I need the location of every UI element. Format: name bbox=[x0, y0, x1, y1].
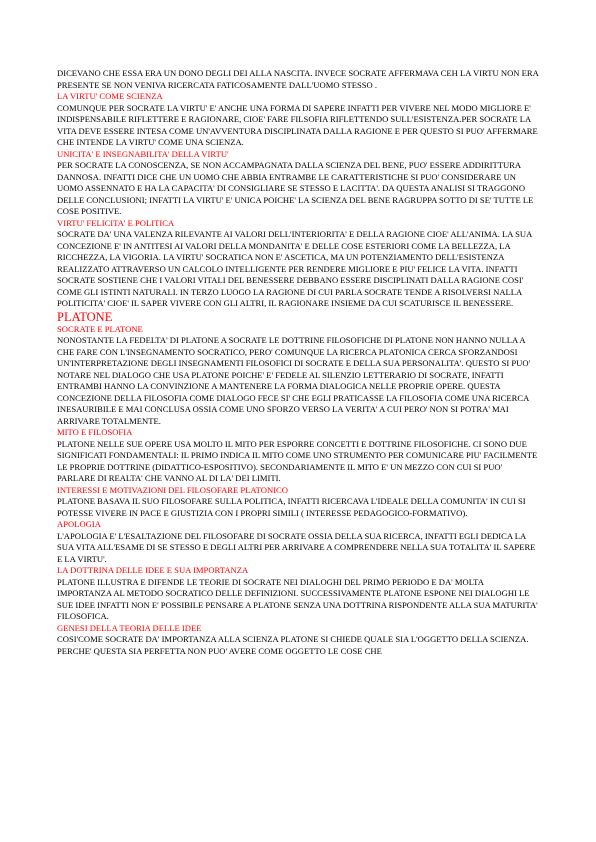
section-text-felicita-politica: SOCRATE DA' UNA VALENZA RILEVANTE AI VALORI DELL'INTERIORITA' E DELLA RAGIONE CIOE' ALL'ANIMA. LA SUA CONCEZIONE E' IN ANTITESI AI VALORI DELLA MONDANITA' E DELLE COSE ESTERIORI COME LA BELLEZZA, LA RICCHEZZA, LA VIGORIA. LA VIRTU' SOCRATICA NON E' ASCETICA, MA UN POTENZIAMENTO DELL'ESISTENZA REALIZZATO ATTRAVERSO UN CALCOLO INTELLIGENTE PER RENDERE MIGLIORE E PIU' FELICE LA VITA. INFATTI SOCRATE SOSTIENE CHE I VALORI VITALI DEL BENESSERE DEBBANO ESSERE DISCIPLINATI DALLA RAGIONE COSI' COME GLI ISTINTI NATURALI. IN TERZO LUOGO LA RAGIONE DI CUI PARLA SOCRATE TENDE A RISOLVERSI NALLA POLITICITA' CIOE' IL SAPER VIVERE CON GLI ALTRI, IL RAGIONARE INSIEME DA CUI SCATURISCE IL BENESSERE. bbox=[57, 229, 532, 308]
section-heading-interessi: INTERESSI E MOTIVAZIONI DEL FILOSOFARE PLATONICO bbox=[57, 484, 288, 495]
section-heading-apologia: APOLOGIA bbox=[57, 519, 101, 529]
section-heading-virtu-scienza: LA VIRTU' COME SCIENZA bbox=[57, 91, 163, 101]
intro-paragraph: DICEVANO CHE ESSA ERA UN DONO DEGLI DEI ALLA NASCITA. INVECE SOCRATE AFFERMAVA CEH LA VIRTU NON ERA PRESENTE SE NON VENIVA RICERCATA FATICOSAMENTE DALL'UOMO STESSO . bbox=[57, 68, 539, 90]
section-heading-socrate-platone: SOCRATE E PLATONE bbox=[57, 323, 143, 334]
section-text-socrate-platone: NONOSTANTE LA FEDELTA' DI PLATONE A SOCRATE LE DOTTRINE FILOSOFICHE DI PLATONE NON HANNO NULLA A CHE FARE CON L'INSEGNAMENTO SOCRATICO, PERO' COMUNQUE LA RICERCA PLATONICA CERCA SFORZANDOSI UN'INTERPRETAZIONE DEGLI INSEGNAMENTI FILOSOFICI DI SOCRATE E DELLA SUA PERSONALITA'. QUESTO SI PUO' NOTARE NEL DIALOGO CHE USA PLATONE POICHE' E' FEDELE AL SILENZIO LETTERARIO DI SOCRATE, INFATTI ENTRAMBI HANNO LA CONVINZIONE A MANTENERE LA FORMA DIALOGICA NELLE PROPRIE OPERE. QUESTA CONCEZIONE DELLA FILOSOFIA COME DIALOGO FECE SI' CHE EGLI PRATICASSE LA FILOSOFIA COME UNA RICERCA INESAURIBILE E MAI CONCLUSA OSSIA COME UNO SFORZO VERSO LA VERITA' A CUI PERO' NON SI POTRA' MAI ARRIVARE TOTALMENTE. bbox=[57, 335, 531, 426]
section-heading-genesi-teoria: GENESI DELLA TEORIA DELLE IDEE bbox=[57, 622, 202, 633]
section-text-unicita: PER SOCRATE LA CONOSCENZA, SE NON ACCAMPAGNATA DALLA SCIENZA DEL BENE, PUO' ESSERE ADDIRITTURA DANNOSA. INFATTI DICE CHE UN UOMO CHE ABBIA ENTRAMBE LE CARATTERISTICHE SI PUO' CONSIDERARE UN UOMO ASSENNATO E HA LA CAPACITA' DI CONSIGLIARE SE STESSO E LACITTA'. DA QUESTA ANALISI SI TRAGGONO DELLE CONCLUSIONI; INFATTI LA VIRTU' E' UNICA POICHE' LA SCIENZA DEL BENE RAGRUPPA SOTTO DI SE' TUTTE LE COSE POSITIVE. bbox=[57, 160, 534, 216]
section-text-dottrina-idee: PLATONE ILLUSTRA E DIFENDE LE TEORIE DI SOCRATE NEI DIALOGHI DEL PRIMO PERIODO E DA' MOLTA IMPORTANZA AL METODO SOCRATICO DELLE DEFINIZIONI. SUCCESSIVAMENTE PLATONE ESPONE NEI DIALOGHI LE SUE IDEE INFATTI NON E' POSSIBILE PENSARE A PLATONE SENZA UNA DOTTRINA RISPONDENTE ALLA SUA MATURITA' FILOSOFICA. bbox=[57, 576, 538, 621]
section-text-genesi-teoria: COSI'COME SOCRATE DA' IMPORTANZA ALLA SCIENZA PLATONE SI CHIEDE QUALE SIA L'OGGETTO DELLA SCIENZA. PERCHE' QUESTA SIA PERFETTA NON PUO' AVERE COME OGGETTO LE COSE CHE bbox=[57, 634, 529, 656]
section-text-mito-filosofia: PLATONE NELLE SUE OPERE USA MOLTO IL MITO PER ESPORRE CONCETTI E DOTTRINE FILOSOFICHE. CI SONO DUE SIGNIFICATI FONDAMENTALI: IL PRIMO INDICA IL MITO COME UNO STRUMENTO PER COMUNICARE PIU' FACILMENTE LE PROPRIE DOTTRINE (DIDATTICO-ESPOSITIVO). SECONDARIAMENTE IL MITO E' UN MEZZO CON CUI SI PUO' PARLARE DI REALTA' CHE VANNO AL DI LA' DEI LIMITI. bbox=[57, 438, 538, 483]
major-heading-platone: PLATONE bbox=[57, 309, 113, 324]
section-text-interessi: PLATONE BASAVA IL SUO FILOSOFARE SULLA POLITICA, INFATTI RICERCAVA L'IDEALE DELLA COMUNITA' IN CUI SI POTESSE VIVERE IN PACE E GIUSTIZIA CON I PROPRI SIMILI ( INTERESSE PEDAGOGICO-FORMATIVO). bbox=[57, 496, 526, 518]
section-heading-felicita-politica: VIRTU' FELICITA' E POLITICA bbox=[57, 217, 175, 228]
section-text-virtu-scienza: COMUNQUE PER SOCRATE LA VIRTU' E' ANCHE UNA FORMA DI SAPERE INFATTI PER VIVERE NEL MODO MIGLIORE E' INDISPENSABILE RIFLETTERE E RAGIONARE, CIOE' FARE FILSOFIA RIFLETTENDO SULL'ESISTENZA.PER SOCRATE LA VITA DEVE ESSERE INTESA COME UN'AVVENTURA DISCIPLINATA DALLA RAGIONE E PER QUESTO SI PUO' AFFERMARE CHE INTENDE LA VIRTU' COME UNA SCIENZA. bbox=[57, 102, 538, 147]
section-heading-mito-filosofia: MITO E FILOSOFIA bbox=[57, 427, 133, 437]
section-heading-dottrina-idee: LA DOTTRINA DELLE IDEE E SUA IMPORTANZA bbox=[57, 565, 249, 575]
document-page bbox=[57, 68, 539, 657]
section-heading-unicita: UNICITA' E INSEGNABILITA' DELLA VIRTU' bbox=[57, 148, 229, 159]
section-text-apologia: L'APOLOGIA E' L'ESALTAZIONE DEL FILOSOFARE DI SOCRATE OSSIA DELLA SUA RICERCA, INFATTI EGLI DEDICA LA SUA VITA ALL'ESAME DI SE STESSO E DEGLI ALTRI PER ARRIVARE A COMPRENDERE NELLA SUA TOTALITA' IL SAPERE E LA VIRTU'. bbox=[57, 530, 536, 564]
